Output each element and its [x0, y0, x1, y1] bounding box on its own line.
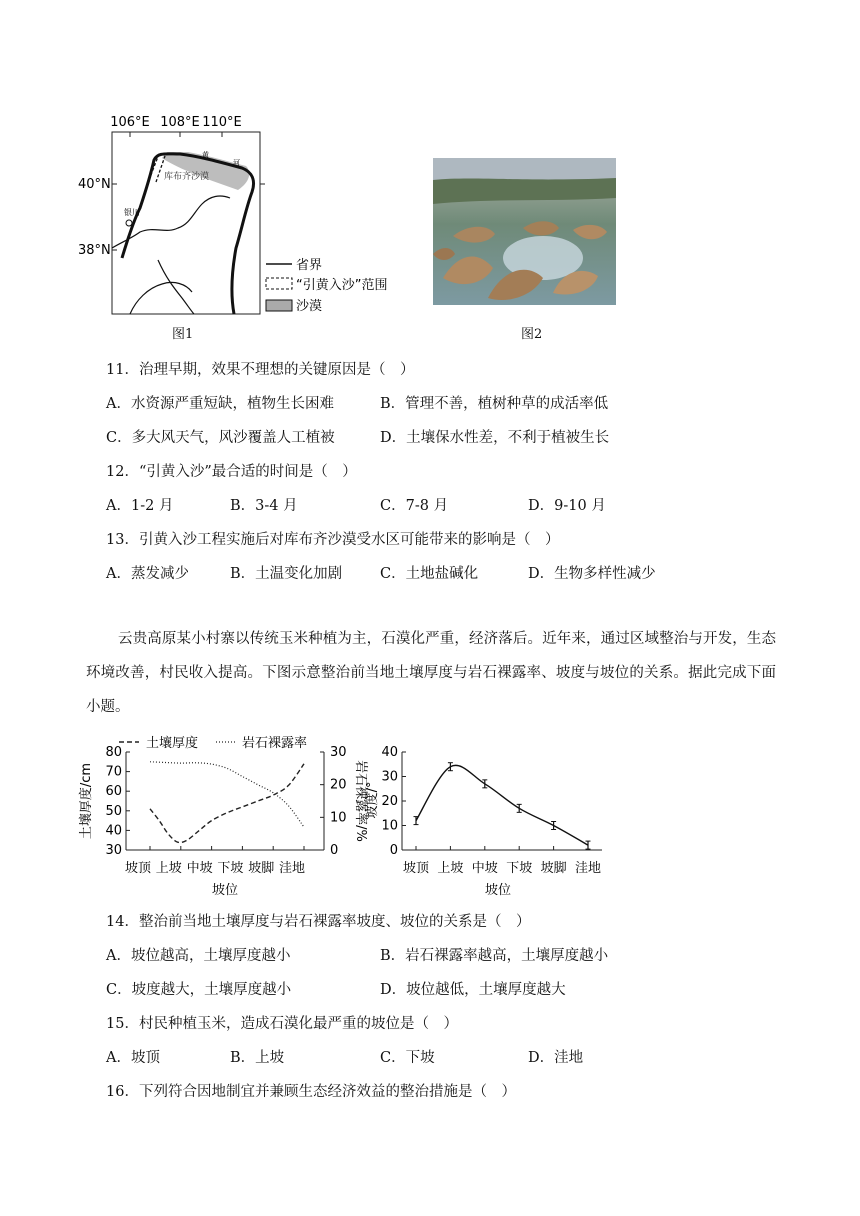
q11-option-c[interactable]: C．多大风天气，风沙覆盖人工植被: [106, 430, 335, 446]
lon-label-106: 106°E: [110, 115, 150, 130]
q13-option-a[interactable]: A．蒸发减少: [106, 566, 189, 582]
c2-xtick-label: 坡顶: [402, 861, 430, 876]
q15-option-d[interactable]: D．洼地: [528, 1050, 584, 1066]
river-label-1: 黄: [202, 151, 209, 159]
lat-label-38: 38°N: [78, 243, 111, 258]
city-label: 银川: [124, 208, 140, 217]
q13-option-c[interactable]: C．土地盐碱化: [380, 566, 479, 582]
city-marker: [126, 220, 132, 226]
question-14: 14．整治前当地土壤厚度与岩石裸露率坡度、坡位的关系是（ ）: [106, 914, 531, 930]
figure1-caption: 图1: [172, 327, 194, 342]
series-rock-exposure: [150, 762, 304, 827]
reading-passage: 云贵高原某小村寨以传统玉米种植为主，石漠化严重，经济落后。近年来，通过区域整治与开发，生态环境改善，村民收入提高。下图示意整治前当地土壤厚度与岩石裸露率、坡度与坡位的关系。据此完成下面小题。: [86, 631, 776, 715]
c1-xlabel: 坡位: [211, 883, 239, 898]
legend-range-symbol: [266, 278, 292, 289]
legend-rock-exposure: 岩石裸露率: [242, 736, 308, 751]
c1-xtick-label: 坡脚: [248, 861, 275, 876]
c1-ytick-label: 70: [105, 764, 122, 780]
c1-y2tick-label: 20: [330, 777, 347, 793]
figure2-caption: 图2: [521, 327, 543, 342]
q14-option-d[interactable]: D．坡位越低，土壤厚度越大: [380, 982, 566, 998]
river-label-2: 河: [233, 159, 240, 167]
c1-y2tick-label: 0: [330, 843, 339, 858]
question-16: 16．下列符合因地制宜并兼顾生态经济效益的整治措施是（ ）: [106, 1084, 516, 1100]
c2-xlabel: 坡位: [484, 883, 512, 898]
c1-ytick-label: 40: [105, 823, 122, 839]
series-slope: [416, 765, 588, 845]
q14-option-a[interactable]: A．坡位越高，土壤厚度越小: [106, 948, 291, 964]
legend-soil-thickness: 土壤厚度: [146, 736, 199, 751]
c2-ylabel: 坡度/°: [365, 781, 380, 819]
question-11: 11．治理早期，效果不理想的关键原因是（ ）: [106, 362, 415, 378]
c1-y2tick-label: 10: [330, 810, 347, 826]
c2-ytick-label: 10: [381, 818, 398, 834]
c2-ytick-label: 0: [389, 843, 398, 858]
q13-option-b[interactable]: B．土温变化加剧: [230, 566, 343, 582]
q11-option-d[interactable]: D．土壤保水性差，不利于植被生长: [380, 430, 610, 446]
lon-label-110: 110°E: [202, 115, 242, 130]
figure1-map: [70, 108, 388, 323]
c2-ytick-label: 30: [381, 769, 398, 785]
c1-xtick-label: 洼地: [278, 861, 306, 876]
q14-option-b[interactable]: B．岩石裸露率越高，土壤厚度越小: [380, 948, 609, 964]
c2-xtick-label: 中坡: [471, 861, 498, 876]
q12-option-a[interactable]: A．1-2 月: [106, 498, 174, 514]
question-12: 12．“引黄入沙”最合适的时间是（ ）: [106, 464, 357, 480]
lon-label-108: 108°E: [160, 115, 200, 130]
q13-option-d[interactable]: D．生物多样性减少: [528, 566, 656, 582]
c1-xtick-label: 下坡: [217, 861, 244, 876]
c1-y2label: 岩石裸露率/%: [353, 760, 368, 842]
c1-ytick-label: 60: [105, 784, 122, 800]
c1-y2tick-label: 30: [330, 745, 347, 760]
c2-xtick-label: 下坡: [506, 861, 533, 876]
c1-xtick-label: 上坡: [155, 861, 182, 876]
c2-ytick-label: 20: [381, 794, 398, 809]
c1-ytick-label: 50: [105, 803, 122, 819]
chart-soil-thickness: [76, 730, 370, 902]
c2-ytick-label: 40: [381, 745, 398, 760]
q14-option-c[interactable]: C．坡度越大，土壤厚度越小: [106, 982, 292, 998]
figure2-photo: [433, 158, 616, 305]
question-13: 13．引黄入沙工程实施后对库布齐沙漠受水区可能带来的影响是（ ）: [106, 532, 560, 548]
q12-option-b[interactable]: B．3-4 月: [230, 498, 298, 514]
c1-ytick-label: 80: [105, 745, 122, 760]
c1-xtick-label: 坡顶: [124, 861, 152, 876]
q15-option-a[interactable]: A．坡顶: [106, 1050, 160, 1066]
q11-option-a[interactable]: A．水资源严重短缺，植物生长困难: [106, 396, 334, 412]
legend-range-label: “引黄入沙”范围: [296, 278, 388, 293]
c1-ylabel: 土壤厚度/cm: [79, 762, 94, 840]
c1-xtick-label: 中坡: [186, 861, 213, 876]
legend-boundary-label: 省界: [296, 258, 323, 273]
chart-slope: [365, 740, 610, 902]
series-soil-thickness: [150, 764, 304, 843]
q15-option-b[interactable]: B．上坡: [230, 1050, 285, 1066]
legend-desert-symbol: [266, 300, 292, 311]
q15-option-c[interactable]: C．下坡: [380, 1050, 435, 1066]
c1-ytick-label: 30: [105, 843, 122, 858]
q11-option-b[interactable]: B．管理不善，植树种草的成活率低: [380, 396, 609, 412]
lat-label-40: 40°N: [78, 177, 111, 192]
c2-xtick-label: 坡脚: [540, 861, 567, 876]
q12-option-c[interactable]: C．7-8 月: [380, 498, 449, 514]
q12-option-d[interactable]: D．9-10 月: [528, 498, 606, 514]
question-15: 15．村民种植玉米，造成石漠化最严重的坡位是（ ）: [106, 1016, 458, 1032]
c2-xtick-label: 上坡: [437, 861, 464, 876]
c2-xtick-label: 洼地: [574, 861, 602, 876]
legend-desert-label: 沙漠: [296, 299, 323, 314]
desert-label: 库布齐沙漠: [164, 172, 210, 182]
